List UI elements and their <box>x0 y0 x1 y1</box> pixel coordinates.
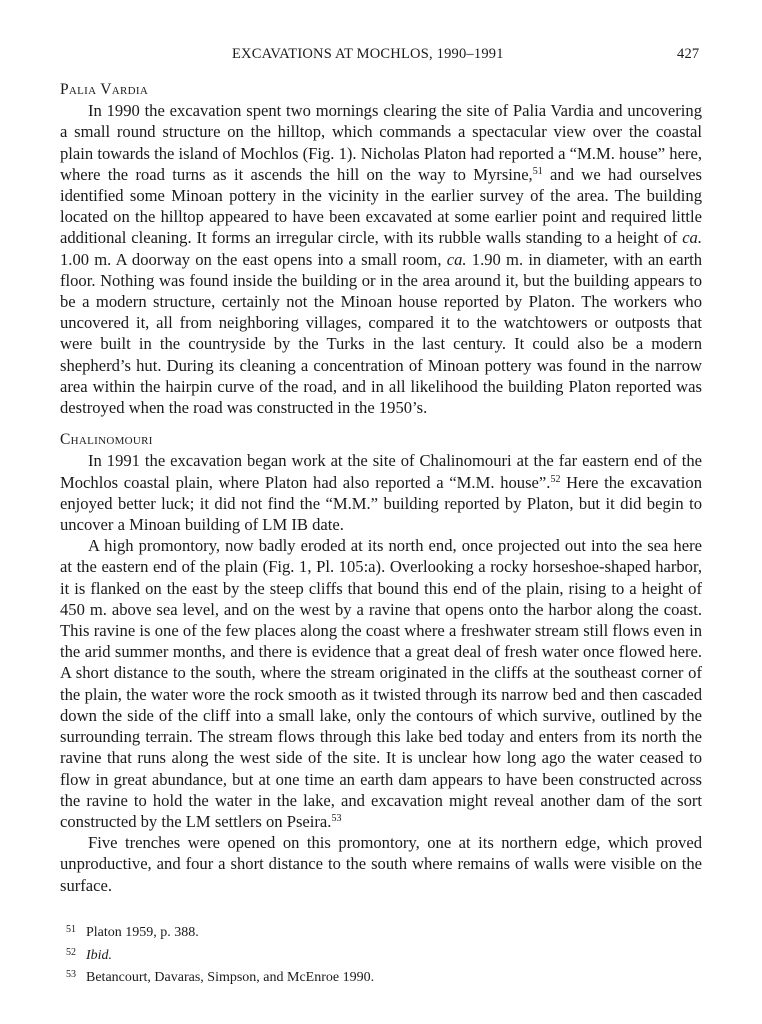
footnotes <box>66 920 686 988</box>
footnote-ref-51: 51 <box>532 165 543 177</box>
paragraph: In 1990 the excavation spent two mornings clearing the site of Palia Vardia and uncovering a small round structure on the hilltop, which commands a spectacular view over the coastal plain towards the island of Mochlos (Fig. 1). Nicholas Platon had reported a “M.M. house” here, where the road turns as it ascends the hill on the way to Myrsine,$^{51}$ and we had ourselves identified some Minoan pottery in the vicinity in the earlier survey of the area. The building located on the hilltop appeared to have been excavated at some earlier point and required little additional cleaning. It forms an irregular circle, with its rubble walls standing to a height of ca. 1.00 m. A doorway on the east opens into a small room, ca. 1.90 m. in diameter, with an earth floor. Nothing was found inside the building or in the area around it, but the building appears to be a modern structure, certainly not the Minoan house reported by Platon. The workers who uncovered it, all from neighboring villages, compared it to the watchtowers or outposts that were built in the countryside by the Turks in the last century. It could also be a modern shepherd’s hut. During its cleaning a concentration of Minoan pottery was found in the narrow area within the hairpin curve of the road, and in all likelihood the building Platon reported was destroyed when the road was constructed in the 1950’s. <box>60 101 702 418</box>
paragraph: In 1991 the excavation began work at the site of Chalinomouri at the far eastern end of the Mochlos coastal plain, where Platon had also reported a “M.M. house”.$^{52}$ Here the excavation enjoyed better luck; it did not find the “M.M.” building reported by Platon, but it did begin to uncover a Minoan building of LM IB date. <box>60 451 703 535</box>
page-number: 427 <box>677 46 700 62</box>
running-title: EXCAVATIONS AT MOCHLOS, 1990–1991 <box>232 46 504 62</box>
section-heading-palia-vardia: Palia Vardia <box>60 81 149 98</box>
section-heading-chalinomouri: Chalinomouri <box>60 431 153 449</box>
body-text <box>60 79 702 896</box>
footnote: 52 Ibid. <box>66 946 113 963</box>
footnote: 51 Platon 1959, p. 388. <box>66 924 199 940</box>
running-header <box>0 46 762 66</box>
footnote-ref-52: 52 <box>550 473 561 485</box>
paragraph: A high promontory, now badly eroded at its north end, once projected out into the sea here at the eastern end of the plain (Fig. 1, Pl. 105:a). Overlooking a rocky horseshoe-shaped harbor, it is flanked on the east by the steep cliffs that bound this end of the plain, rising to a height of 450 m. above sea level, and on the west by a ravine that opens onto the harbor along the coast. This ravine is one of the few places along the coast where a freshwater stream still flows even in the arid summer months, and there is evidence that a great deal of fresh water once flowed here. A short distance to the south, where the stream originated in the cliffs at the southeast corner of the plain, the water wore the rock smooth as it twisted through its narrow bed and then cascaded down the side of the cliff into a small lake, only the contours of which survive, outlined by the surrounding terrain. The stream flows through this lake bed today and enters from its north the ravine that runs along the west side of the site. It is unclear how long ago the water ceased to flow in great abundance, but at one time an earth dam appears to have been constructed across the ravine to hold the water in the lake, and excavation might reveal another dam of the sort constructed by the LM settlers on Pseira.$^{53}$ <box>60 536 702 831</box>
footnote-ref-53: 53 <box>331 812 342 824</box>
footnote: 53 Betancourt, Davaras, Simpson, and McEnroe 1990. <box>66 969 375 985</box>
paragraph: Five trenches were opened on this promontory, one at its northern edge, which proved unproductive, and four a short distance to the south where remains of walls were visible on the surface. <box>60 833 702 895</box>
